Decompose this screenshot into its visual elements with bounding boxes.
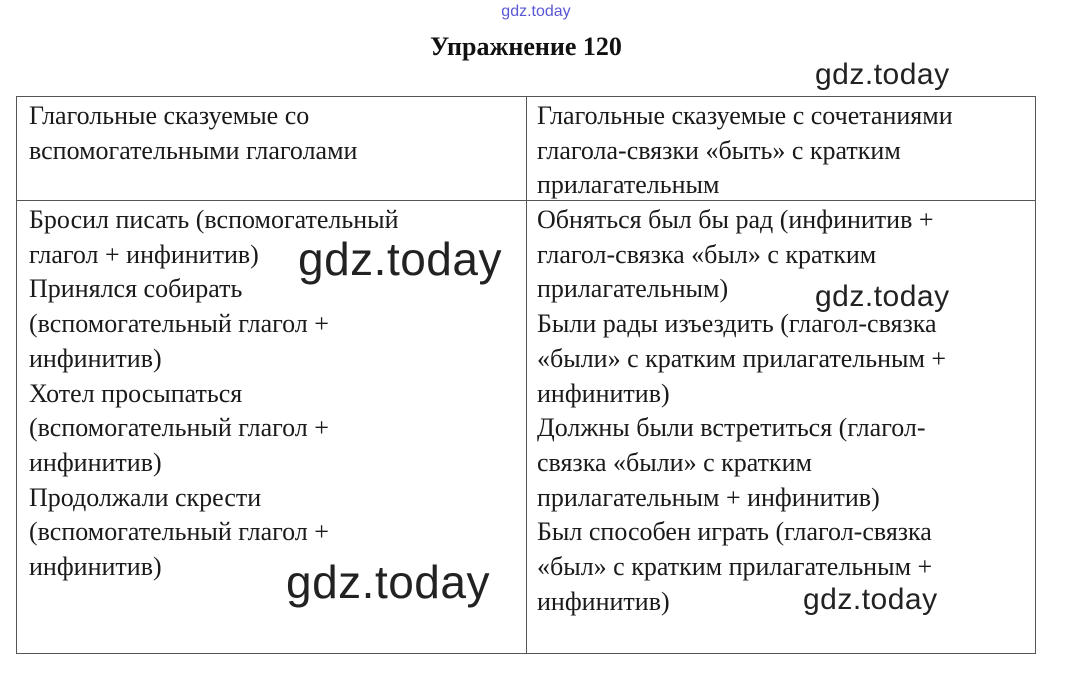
body-cell-right: [537, 203, 946, 619]
watermark: gdz.today: [286, 556, 490, 608]
right-text-line: прилагательным + инфинитив): [537, 482, 880, 512]
exercise-title: Упражнение 120: [430, 32, 622, 61]
left-text-line: глагол + инфинитив): [29, 239, 259, 269]
left-text-line: инфинитив): [29, 343, 162, 373]
header-cell-right: [537, 99, 953, 203]
header-left-line: вспомогательными глаголами: [29, 135, 358, 165]
left-text-line: инфинитив): [29, 552, 162, 582]
right-text-line: связка «были» с кратким: [537, 447, 812, 477]
left-text-line: (вспомогательный глагол +: [29, 309, 329, 339]
left-text-line: Продолжали скрести: [29, 482, 262, 512]
right-text-line: инфинитив): [537, 378, 670, 408]
right-text-line: глагол-связка «был» с кратким: [537, 239, 877, 269]
left-text-line: инфинитив): [29, 447, 162, 477]
header-right-line: прилагательным: [537, 170, 720, 200]
watermark: gdz.today: [803, 583, 938, 616]
left-text-line: (вспомогательный глагол +: [29, 413, 329, 443]
column-divider: [526, 97, 527, 653]
predicates-table: [16, 96, 1036, 654]
left-text-line: Принялся собирать: [29, 274, 243, 304]
right-text-line: «был» с кратким прилагательным +: [537, 552, 933, 582]
right-text-line: прилагательным): [537, 274, 729, 304]
right-text-line: Должны были встретиться (глагол-: [537, 413, 926, 443]
right-text-line: Обняться был бы рад (инфинитив +: [537, 205, 934, 234]
right-text-line: Были рады изъездить (глагол-связка: [537, 309, 937, 339]
left-text-line: (вспомогательный глагол +: [29, 517, 329, 547]
watermark: gdz.today: [815, 58, 950, 91]
watermark: gdz.today: [815, 280, 950, 313]
header-left-line: Глагольные сказуемые со: [29, 101, 310, 130]
watermark: gdz.today: [298, 233, 502, 285]
right-text-line: «были» с кратким прилагательным +: [537, 343, 947, 373]
header-right-line: глагола-связки «быть» с кратким: [537, 135, 901, 165]
left-text-line: Хотел просыпаться: [29, 378, 243, 408]
right-text-line: Был способен играть (глагол-связка: [537, 517, 932, 547]
right-text-line: инфинитив): [537, 586, 670, 616]
header-cell-left: [29, 99, 357, 168]
header-right-line: Глагольные сказуемые с сочетаниями: [537, 101, 953, 130]
left-text-line: Бросил писать (вспомогательный: [29, 205, 399, 234]
watermark-top: gdz.today: [501, 3, 571, 20]
